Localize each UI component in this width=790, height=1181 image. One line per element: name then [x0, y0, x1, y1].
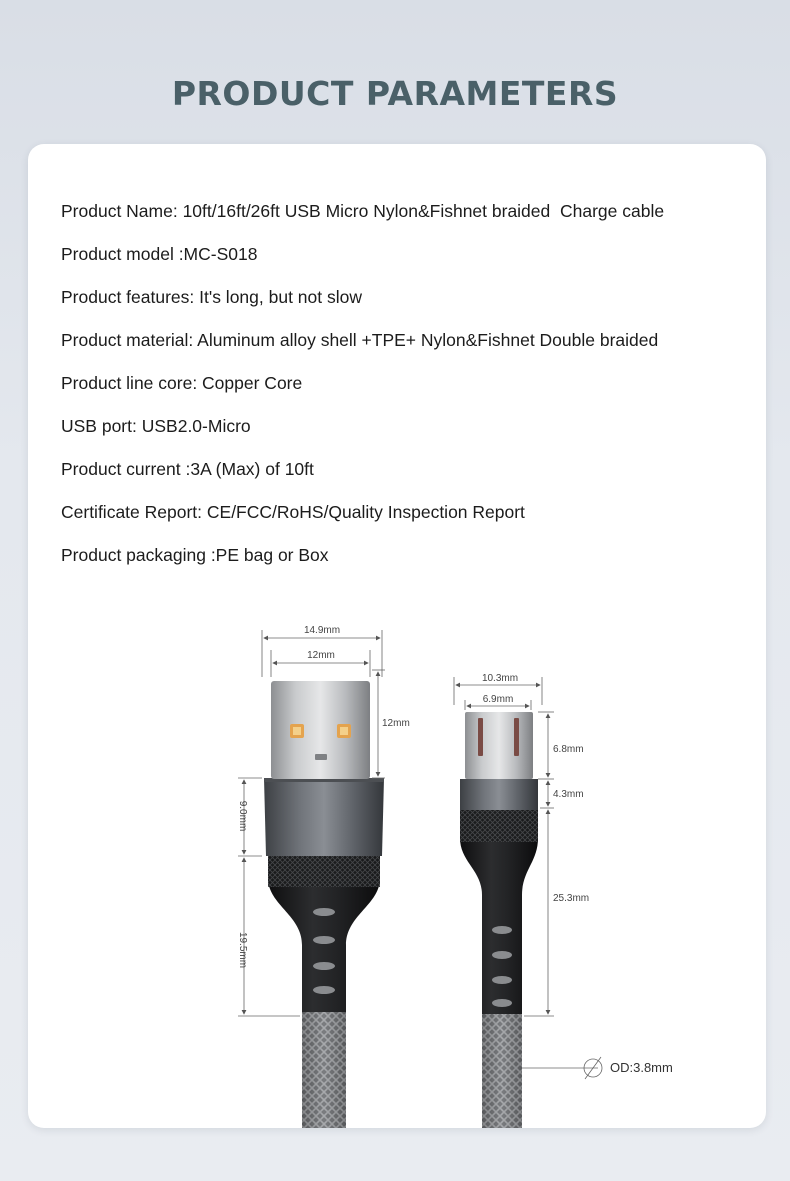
param-certificate-report: Certificate Report: CE/FCC/RoHS/Quality Inspection Report — [61, 502, 525, 522]
param-product-material: Product material: Aluminum alloy shell +TPE+ Nylon&Fishnet Double braided — [61, 330, 659, 350]
param-product-features: Product features: It's long, but not slow — [61, 287, 363, 307]
micro-plug-width-label: 6.9mm — [482, 694, 514, 705]
micro-shell-length-label: 4.3mm — [553, 789, 584, 800]
micro-usb-connector — [460, 712, 538, 1128]
cable-od-label: OD:3.8mm — [610, 1060, 673, 1075]
usb-a-overall-width-label: 14.9mm — [303, 625, 341, 636]
param-product-current: Product current :3A (Max) of 10ft — [61, 459, 314, 479]
micro-plug-length-label: 6.8mm — [553, 744, 584, 755]
param-product-model: Product model :MC-S018 — [61, 244, 258, 264]
usb-a-plug-width-label: 12mm — [307, 650, 335, 661]
param-usb-port: USB port: USB2.0-Micro — [61, 416, 251, 436]
param-product-name: Product Name: 10ft/16ft/26ft USB Micro Nylon&Fishnet braided Charge cable — [61, 201, 665, 221]
page-title: PRODUCT PARAMETERS — [171, 74, 619, 113]
micro-grip-length-label: 25.3mm — [553, 893, 590, 904]
param-product-packaging: Product packaging :PE bag or Box — [61, 545, 329, 565]
usb-a-shell-length-label: 9.0mm — [237, 800, 248, 832]
usb-a-connector — [264, 681, 384, 1128]
micro-overall-width-label: 10.3mm — [481, 673, 519, 684]
param-line-core: Product line core: Copper Core — [61, 373, 303, 393]
usb-a-grip-length-label: 19.5mm — [237, 931, 248, 969]
usb-a-plug-length-label: 12mm — [382, 718, 410, 729]
